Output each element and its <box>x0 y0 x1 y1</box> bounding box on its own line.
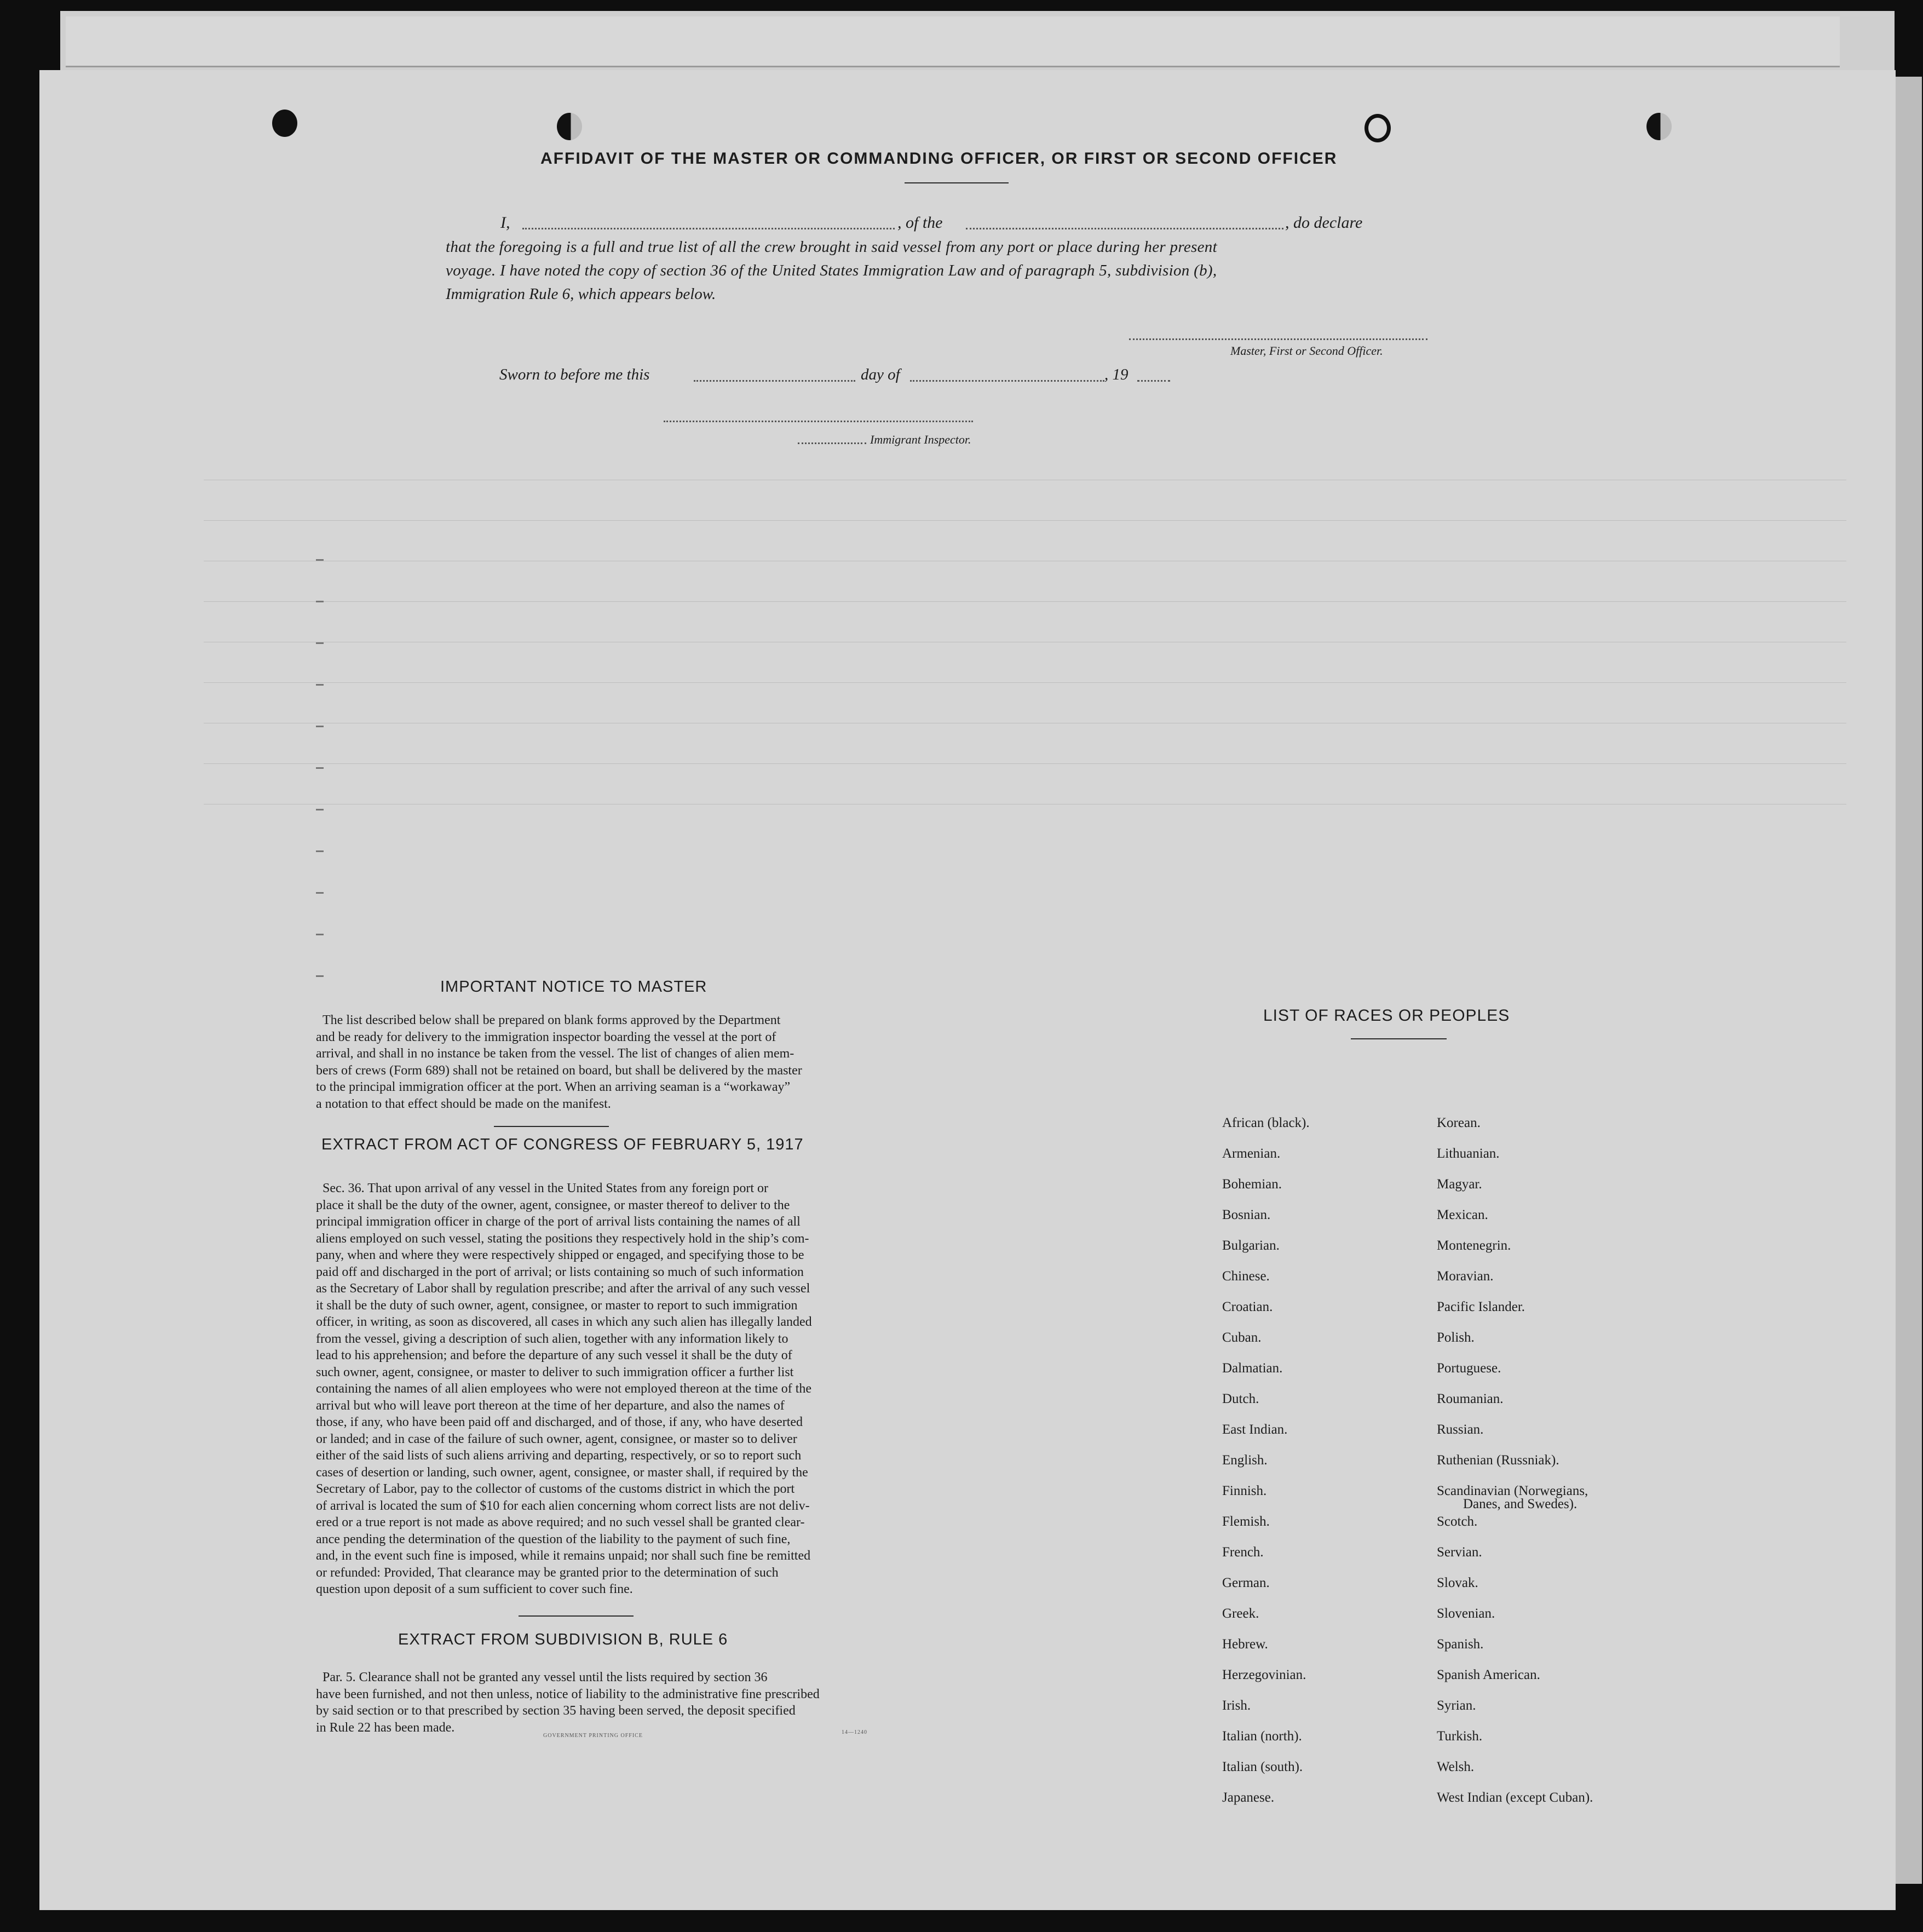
affidavit-line1 <box>462 214 1513 235</box>
act-line: such owner, agent, consignee, or master to deliver to such immigration officer a further list <box>316 1365 794 1379</box>
race-item: Korean. <box>1437 1116 1481 1130</box>
act-line: Secretary of Labor, pay to the collector of customs of the customs district in which the port <box>316 1482 795 1496</box>
notice-line: The list described below shall be prepared on blank forms approved by the Department <box>323 1013 781 1027</box>
act-line: ered or a true report is not made as above required; and no such vessel shall be granted clear- <box>316 1515 805 1530</box>
races-title: LIST OF RACES OR PEOPLES <box>1263 1007 1510 1025</box>
race-item: Bosnian. <box>1222 1208 1271 1222</box>
affidavit-of-the: , of the <box>897 214 943 232</box>
race-item: Japanese. <box>1222 1790 1275 1805</box>
race-item: Servian. <box>1437 1545 1482 1560</box>
race-item: East Indian. <box>1222 1422 1288 1437</box>
inspector-dots <box>798 442 866 444</box>
act-line: place it shall be the duty of the owner, agent, consignee, or master thereof to deliver to the <box>316 1198 790 1212</box>
printer-imprint: GOVERNMENT PRINTING OFFICE <box>543 1733 643 1739</box>
form-number: 14—1240 <box>842 1729 867 1735</box>
race-item: Italian (north). <box>1222 1729 1302 1744</box>
folded-top-sheet <box>66 16 1840 67</box>
sworn-year-blank[interactable] <box>1137 380 1170 382</box>
dash-mark <box>316 726 324 727</box>
notice-title: IMPORTANT NOTICE TO MASTER <box>440 978 707 996</box>
race-item: Slovenian. <box>1437 1606 1495 1621</box>
dash-mark <box>316 892 324 894</box>
act-title: EXTRACT FROM ACT OF CONGRESS OF FEBRUARY 5, 1917 <box>321 1136 804 1153</box>
notice-line: and be ready for delivery to the immigration inspector boarding the vessel at the port of <box>316 1030 776 1044</box>
dash-mark <box>316 809 324 810</box>
act-text <box>316 1180 940 1598</box>
race-item: Turkish. <box>1437 1729 1483 1744</box>
sworn-day-blank[interactable] <box>694 380 855 382</box>
dash-mark <box>316 642 324 644</box>
name-blank[interactable] <box>522 228 895 229</box>
race-item: Scotch. <box>1437 1514 1478 1529</box>
notice-rule <box>494 1126 609 1127</box>
act-line: lead to his apprehension; and before the departure of any such vessel it shall be the duty of <box>316 1348 792 1362</box>
rule-text <box>316 1669 940 1736</box>
act-line: officer, in writing, as soon as discovered, all cases in which any such alien has illegally landed <box>316 1315 812 1329</box>
inspector-signature-line[interactable] <box>664 421 973 422</box>
act-line: either of the said lists of such aliens arriving and departing, respectively, or so to report such <box>316 1448 802 1463</box>
race-item: English. <box>1222 1453 1268 1468</box>
dash-mark <box>316 850 324 852</box>
inspector-label: Immigrant Inspector. <box>870 433 971 446</box>
act-line: and, in the event such fine is imposed, while it remains unpaid; nor shall such fine be remitted <box>316 1549 811 1563</box>
act-line: arrival but who will leave port thereon at the time of her departure, and also the names of <box>316 1398 785 1413</box>
dash-mark <box>316 767 324 769</box>
notice-line: to the principal immigration officer at the port. When an arriving seaman is a “workaway” <box>316 1080 791 1094</box>
sworn-text: Sworn to before me this <box>499 366 650 383</box>
race-item: Dalmatian. <box>1222 1361 1283 1376</box>
race-item: Greek. <box>1222 1606 1259 1621</box>
race-item: Polish. <box>1437 1330 1475 1345</box>
sheet-edge <box>1892 77 1922 1884</box>
master-signature-caption: Master, First or Second Officer. <box>1230 344 1383 358</box>
race-item: Magyar. <box>1437 1177 1482 1192</box>
race-item: Russian. <box>1437 1422 1484 1437</box>
punch-hole <box>1364 114 1391 142</box>
act-line: or landed; and in case of the failure of such owner, agent, consignee, or master so to deliver <box>316 1431 797 1446</box>
race-item: Finnish. <box>1222 1484 1267 1498</box>
race-item: Hebrew. <box>1222 1637 1268 1652</box>
race-item: Bohemian. <box>1222 1177 1282 1192</box>
act-line: question upon deposit of a sum sufficient to cover such fine. <box>316 1582 633 1596</box>
race-item: Spanish American. <box>1437 1668 1540 1682</box>
rule-title: EXTRACT FROM SUBDIVISION B, RULE 6 <box>398 1631 728 1648</box>
act-line: of arrival is located the sum of $10 for each alien concerning whom correct lists are not deliv- <box>316 1498 810 1513</box>
race-item: Welsh. <box>1437 1760 1475 1774</box>
sworn-month-blank[interactable] <box>910 380 1104 382</box>
race-item: French. <box>1222 1545 1264 1560</box>
race-item: Portuguese. <box>1437 1361 1501 1376</box>
race-item: Cuban. <box>1222 1330 1262 1345</box>
race-item: Pacific Islander. <box>1437 1300 1525 1314</box>
day-of-text: day of <box>861 366 900 383</box>
race-item: Herzegovinian. <box>1222 1668 1306 1682</box>
race-item: Armenian. <box>1222 1146 1281 1161</box>
affidavit-line2: that the foregoing is a full and true list of all the crew brought in said vessel from any port or place during her present <box>446 238 1217 256</box>
dash-mark <box>316 975 324 977</box>
act-rule <box>519 1615 634 1617</box>
rule-line: have been furnished, and not then unless, notice of liability to the administrative fine prescribed <box>316 1687 820 1701</box>
act-line: it shall be the duty of such owner, agent, consignee, or master to report to such immigration <box>316 1298 798 1313</box>
affidavit-declare: , do declare <box>1285 214 1363 232</box>
race-item: West Indian (except Cuban). <box>1437 1790 1593 1805</box>
race-item: African (black). <box>1222 1116 1310 1130</box>
form-page <box>39 70 1896 1910</box>
dash-mark <box>316 934 324 935</box>
act-line: paid off and discharged in the port of arrival; or lists containing so much of such information <box>316 1264 804 1279</box>
title-rule <box>905 182 1009 183</box>
master-signature-line[interactable] <box>1129 338 1427 340</box>
act-line: Sec. 36. That upon arrival of any vessel in the United States from any foreign port or <box>323 1181 769 1195</box>
rule-line: Par. 5. Clearance shall not be granted any vessel until the lists required by section 36 <box>323 1670 768 1684</box>
race-item: Moravian. <box>1437 1269 1494 1284</box>
notice-line: arrival, and shall in no instance be taken from the vessel. The list of changes of alien mem- <box>316 1046 794 1061</box>
race-item: Flemish. <box>1222 1514 1270 1529</box>
punch-hole <box>557 113 582 140</box>
act-line: those, if any, who have been paid off and discharged, and of those, if any, who have deserted <box>316 1415 803 1429</box>
notice-line: bers of crews (Form 689) shall not be retained on board, but shall be delivered by the master <box>316 1063 802 1078</box>
rule-line: in Rule 22 has been made. <box>316 1720 455 1735</box>
race-item: Irish. <box>1222 1698 1251 1713</box>
race-item: Roumanian. <box>1437 1392 1504 1406</box>
race-item: Spanish. <box>1437 1637 1484 1652</box>
race-item: Dutch. <box>1222 1392 1259 1406</box>
affidavit-line3: voyage. I have noted the copy of section 36 of the United States Immigration Law and of paragraph 5, subdivision (b), <box>446 262 1217 279</box>
dash-mark <box>316 559 324 561</box>
affidavit-line4: Immigration Rule 6, which appears below. <box>446 285 716 303</box>
race-item: Chinese. <box>1222 1269 1270 1284</box>
notice-text <box>316 1012 940 1112</box>
punch-hole <box>1646 113 1672 140</box>
act-line: as the Secretary of Labor shall by regulation prescribe; and after the arrival of any such vessel <box>316 1281 810 1296</box>
race-item: Montenegrin. <box>1437 1238 1511 1253</box>
act-line: aliens employed on such vessel, stating the positions they respectively hold in the ship’s com- <box>316 1231 809 1246</box>
dash-mark <box>316 684 324 686</box>
act-line: from the vessel, giving a description of such alien, together with any information likely to <box>316 1331 788 1346</box>
act-line: ance pending the determination of the question of the liability to the payment of such fine, <box>316 1532 791 1546</box>
dash-mark <box>316 601 324 602</box>
inspector-caption <box>798 433 1072 449</box>
race-item: Italian (south). <box>1222 1760 1303 1774</box>
act-line: containing the names of all alien employees who were not employed thereon at the time of the <box>316 1382 812 1396</box>
act-line: cases of desertion or landing, such owner, agent, consignee, or master shall, if required by the <box>316 1465 808 1480</box>
race-item-continuation: Danes, and Swedes). <box>1463 1497 1577 1511</box>
race-item: Lithuanian. <box>1437 1146 1500 1161</box>
race-item: Bulgarian. <box>1222 1238 1280 1253</box>
races-rule <box>1351 1038 1447 1039</box>
race-item: Mexican. <box>1437 1208 1488 1222</box>
affidavit-i: I, <box>500 214 510 232</box>
race-item: Ruthenian (Russniak). <box>1437 1453 1559 1468</box>
race-item: German. <box>1222 1576 1270 1590</box>
punch-hole <box>272 110 297 137</box>
act-line: pany, when and where they were respectively shipped or engaged, and specifying those to be <box>316 1248 804 1262</box>
notice-line: a notation to that effect should be made on the manifest. <box>316 1096 611 1111</box>
act-line: or refunded: Provided, That clearance may be granted prior to the determination of such <box>316 1565 779 1580</box>
year-text: , 19 <box>1104 366 1129 383</box>
sworn-line <box>499 366 1211 388</box>
race-item: Croatian. <box>1222 1300 1273 1314</box>
vessel-blank[interactable] <box>966 228 1283 229</box>
rule-line: by said section or to that prescribed by section 35 having been served, the deposit specified <box>316 1704 796 1718</box>
race-item: Scandinavian (Norwegians, <box>1437 1484 1588 1498</box>
race-item: Syrian. <box>1437 1698 1476 1713</box>
race-item: Slovak. <box>1437 1576 1478 1590</box>
act-line: principal immigration officer in charge of the port of arrival lists containing the names of all <box>316 1215 801 1229</box>
affidavit-title: AFFIDAVIT OF THE MASTER OR COMMANDING OFFICER, OR FIRST OR SECOND OFFICER <box>540 150 1338 168</box>
